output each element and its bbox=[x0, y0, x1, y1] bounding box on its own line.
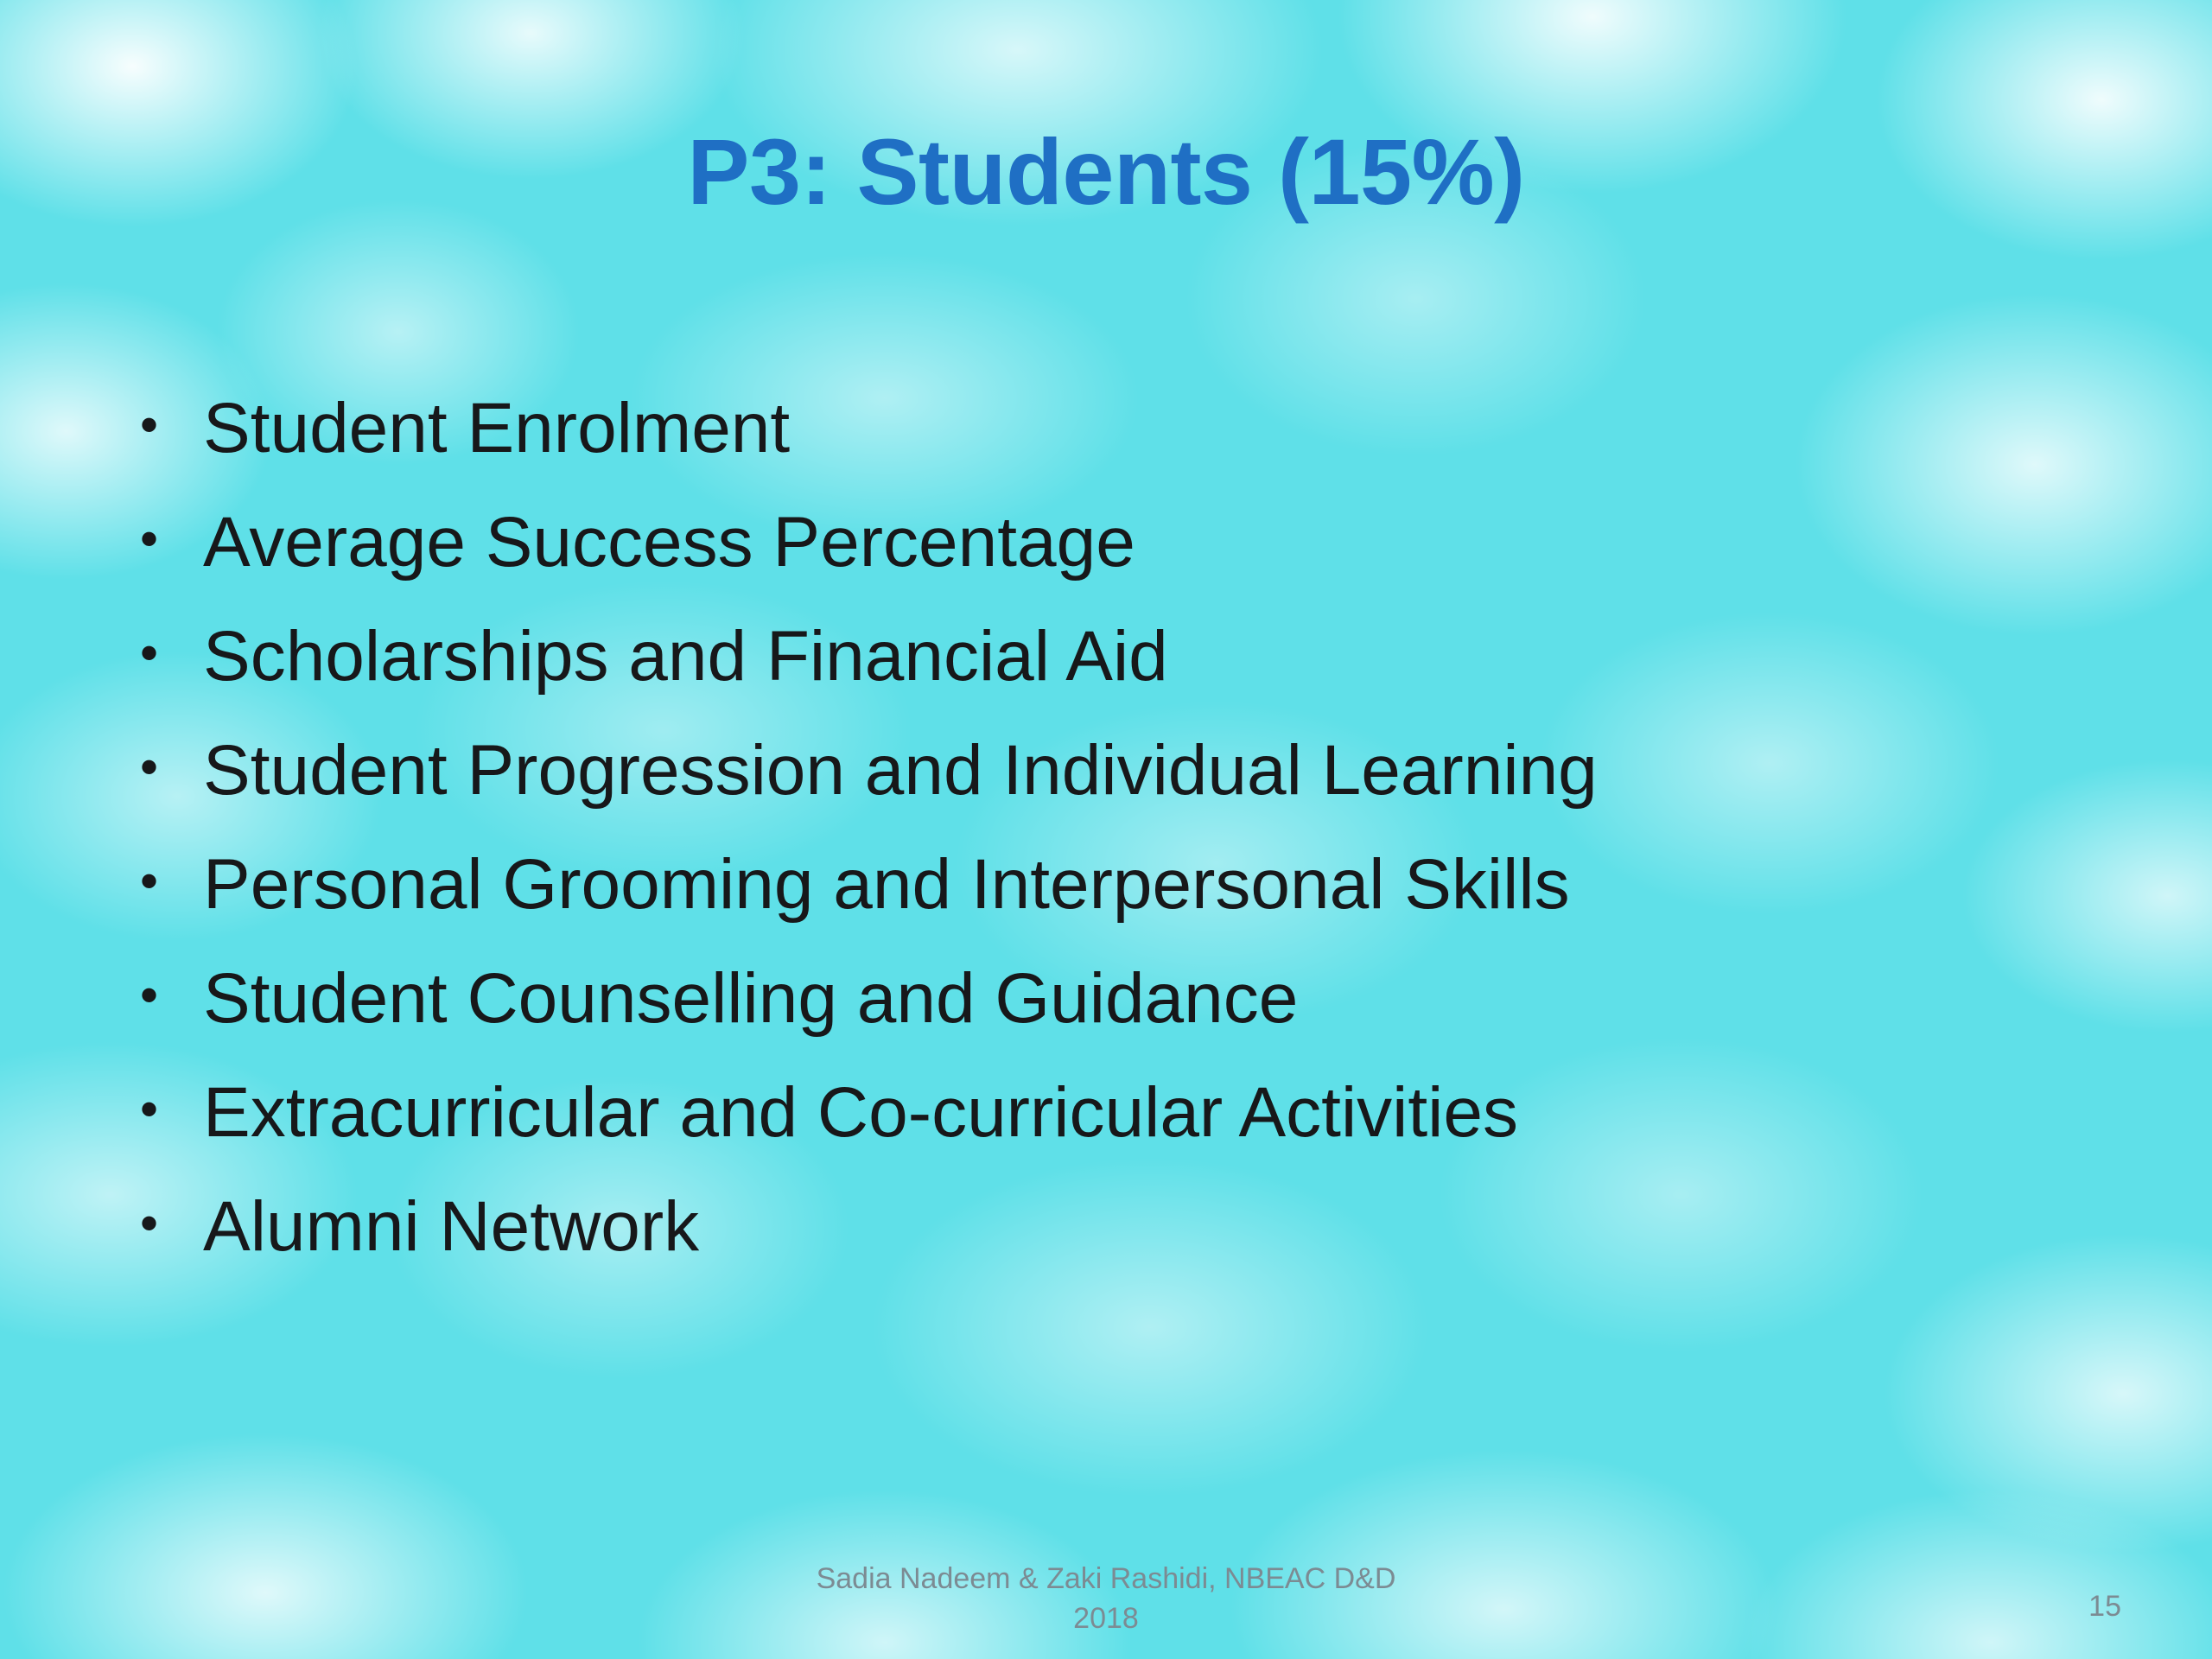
list-item-label: Scholarships and Financial Aid bbox=[203, 617, 1168, 696]
bullet-list bbox=[121, 389, 2126, 1306]
bullet-icon: • bbox=[140, 510, 159, 568]
list-item-label: Student Enrolment bbox=[203, 389, 791, 467]
list-item bbox=[121, 1073, 2126, 1152]
footer-line-1: Sadia Nadeem & Zaki Rashidi, NBEAC D&D bbox=[816, 1562, 1396, 1595]
list-item bbox=[121, 959, 2126, 1038]
bullet-icon: • bbox=[140, 738, 159, 796]
slide-number: 15 bbox=[2088, 1590, 2121, 1623]
bullet-icon: • bbox=[140, 396, 159, 454]
list-item bbox=[121, 389, 2126, 467]
list-item-label: Alumni Network bbox=[203, 1187, 700, 1266]
list-item-label: Personal Grooming and Interpersonal Skills bbox=[203, 845, 1570, 924]
slide-footer bbox=[0, 1560, 2212, 1639]
list-item bbox=[121, 503, 2126, 582]
list-item bbox=[121, 617, 2126, 696]
bullet-icon: • bbox=[140, 1194, 159, 1252]
list-item bbox=[121, 1187, 2126, 1266]
list-item-label: Average Success Percentage bbox=[203, 503, 1135, 582]
bullet-icon: • bbox=[140, 624, 159, 682]
list-item-label: Extracurricular and Co-curricular Activities bbox=[203, 1073, 1519, 1152]
bullet-icon: • bbox=[140, 852, 159, 910]
footer-line-2: 2018 bbox=[1073, 1601, 1139, 1635]
list-item-label: Student Counselling and Guidance bbox=[203, 959, 1299, 1038]
list-item bbox=[121, 731, 2126, 810]
list-item bbox=[121, 845, 2126, 924]
bullet-icon: • bbox=[140, 966, 159, 1024]
page-title: P3: Students (15%) bbox=[687, 119, 1525, 224]
list-item-label: Student Progression and Individual Learning bbox=[203, 731, 1598, 810]
bullet-icon: • bbox=[140, 1080, 159, 1138]
